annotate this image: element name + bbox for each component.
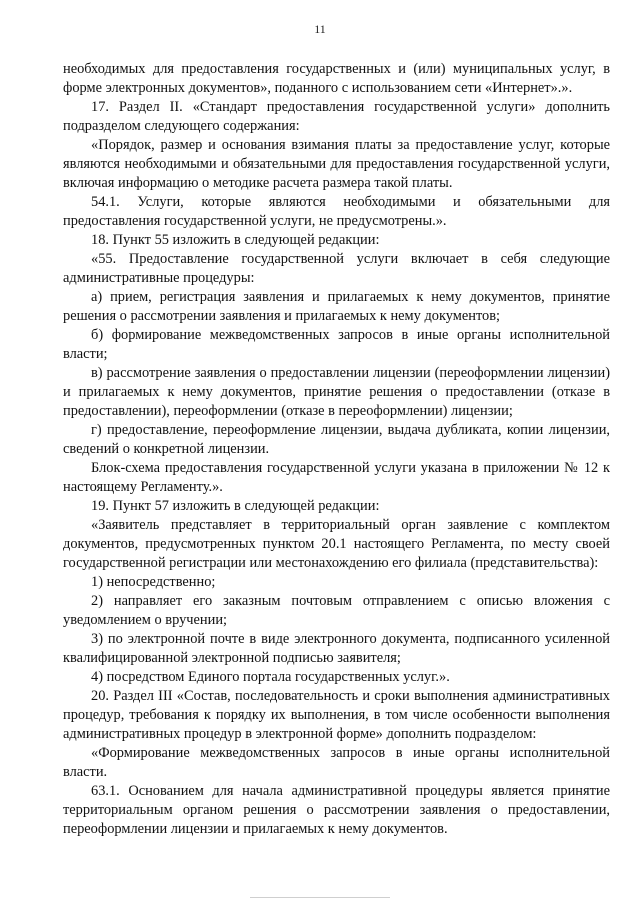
paragraph-item-17: 17. Раздел II. «Стандарт предоставления государственной услуги» дополнить подразделом следующего содержания: bbox=[63, 99, 610, 134]
paragraph-item-18: 18. Пункт 55 изложить в следующей редакции: bbox=[91, 232, 380, 248]
paragraph-57: «Заявитель представляет в территориальный орган заявление с комплектом документов, предусмотренных пунктом 20.1 настоящего Регламента, по месту своей государственной регистрации или местонахождению его филиала (представительства): bbox=[63, 517, 610, 571]
paragraph-57-2: 2) направляет его заказным почтовым отправлением с описью вложения с уведомлением о вручении; bbox=[63, 593, 610, 628]
paragraph-55-v: в) рассмотрение заявления о предоставлении лицензии (переоформлении лицензии) и прилагаемых к нему документов, принятие решения о предоставлении (отказе в предоставлении), переоформлении (отказе в переоформлении) лицензии; bbox=[63, 365, 610, 419]
paragraph-57-3: 3) по электронной почте в виде электронного документа, подписанного усиленной квалифицированной электронной подписью заявителя; bbox=[63, 631, 610, 666]
paragraph-57-1: 1) непосредственно; bbox=[91, 574, 216, 590]
paragraph-block-scheme: Блок-схема предоставления государственной услуги указана в приложении № 12 к настоящему Регламенту.». bbox=[63, 460, 610, 495]
paragraph-55: «55. Предоставление государственной услуги включает в себя следующие административные процедуры: bbox=[63, 251, 610, 286]
scan-edge-mark bbox=[250, 897, 390, 898]
paragraph-item-19: 19. Пункт 57 изложить в следующей редакции: bbox=[91, 498, 380, 514]
paragraph-57-4: 4) посредством Единого портала государственных услуг.». bbox=[91, 669, 450, 685]
paragraph-subsection-title: «Порядок, размер и основания взимания платы за предоставление услуг, которые являются необходимыми и обязательными для предоставления государственной услуги, включая информацию о методике расчета размера такой платы. bbox=[63, 137, 610, 191]
document-body bbox=[63, 60, 610, 839]
paragraph-55-b: б) формирование межведомственных запросов в иные органы исполнительной власти; bbox=[63, 327, 610, 362]
paragraph-63-1: 63.1. Основанием для начала административной процедуры является принятие территориальным органом решения о рассмотрении заявления о предоставлении, переоформлении лицензии и прилагаемых к нему документов. bbox=[63, 783, 610, 837]
paragraph-55-a: а) прием, регистрация заявления и прилагаемых к нему документов, принятие решения о рассмотрении заявления и прилагаемых к нему документов; bbox=[63, 289, 610, 324]
page-number: 11 bbox=[314, 22, 326, 36]
paragraph-55-g: г) предоставление, переоформление лицензии, выдача дубликата, копии лицензии, сведений о конкретной лицензии. bbox=[63, 422, 610, 457]
paragraph-continuation: необходимых для предоставления государственных и (или) муниципальных услуг, в форме электронных документов», поданного с использованием сети «Интернет».». bbox=[63, 61, 610, 96]
paragraph-subsection-interagency: «Формирование межведомственных запросов в иные органы исполнительной власти. bbox=[63, 745, 610, 780]
paragraph-item-20: 20. Раздел III «Состав, последовательность и сроки выполнения административных процедур, требования к порядку их выполнения, в том числе особенности выполнения административных процедур в электронной форме» дополнить подразделом: bbox=[63, 688, 610, 742]
paragraph-54-1: 54.1. Услуги, которые являются необходимыми и обязательными для предоставления государственной услуги, не предусмотрены.». bbox=[63, 194, 610, 229]
